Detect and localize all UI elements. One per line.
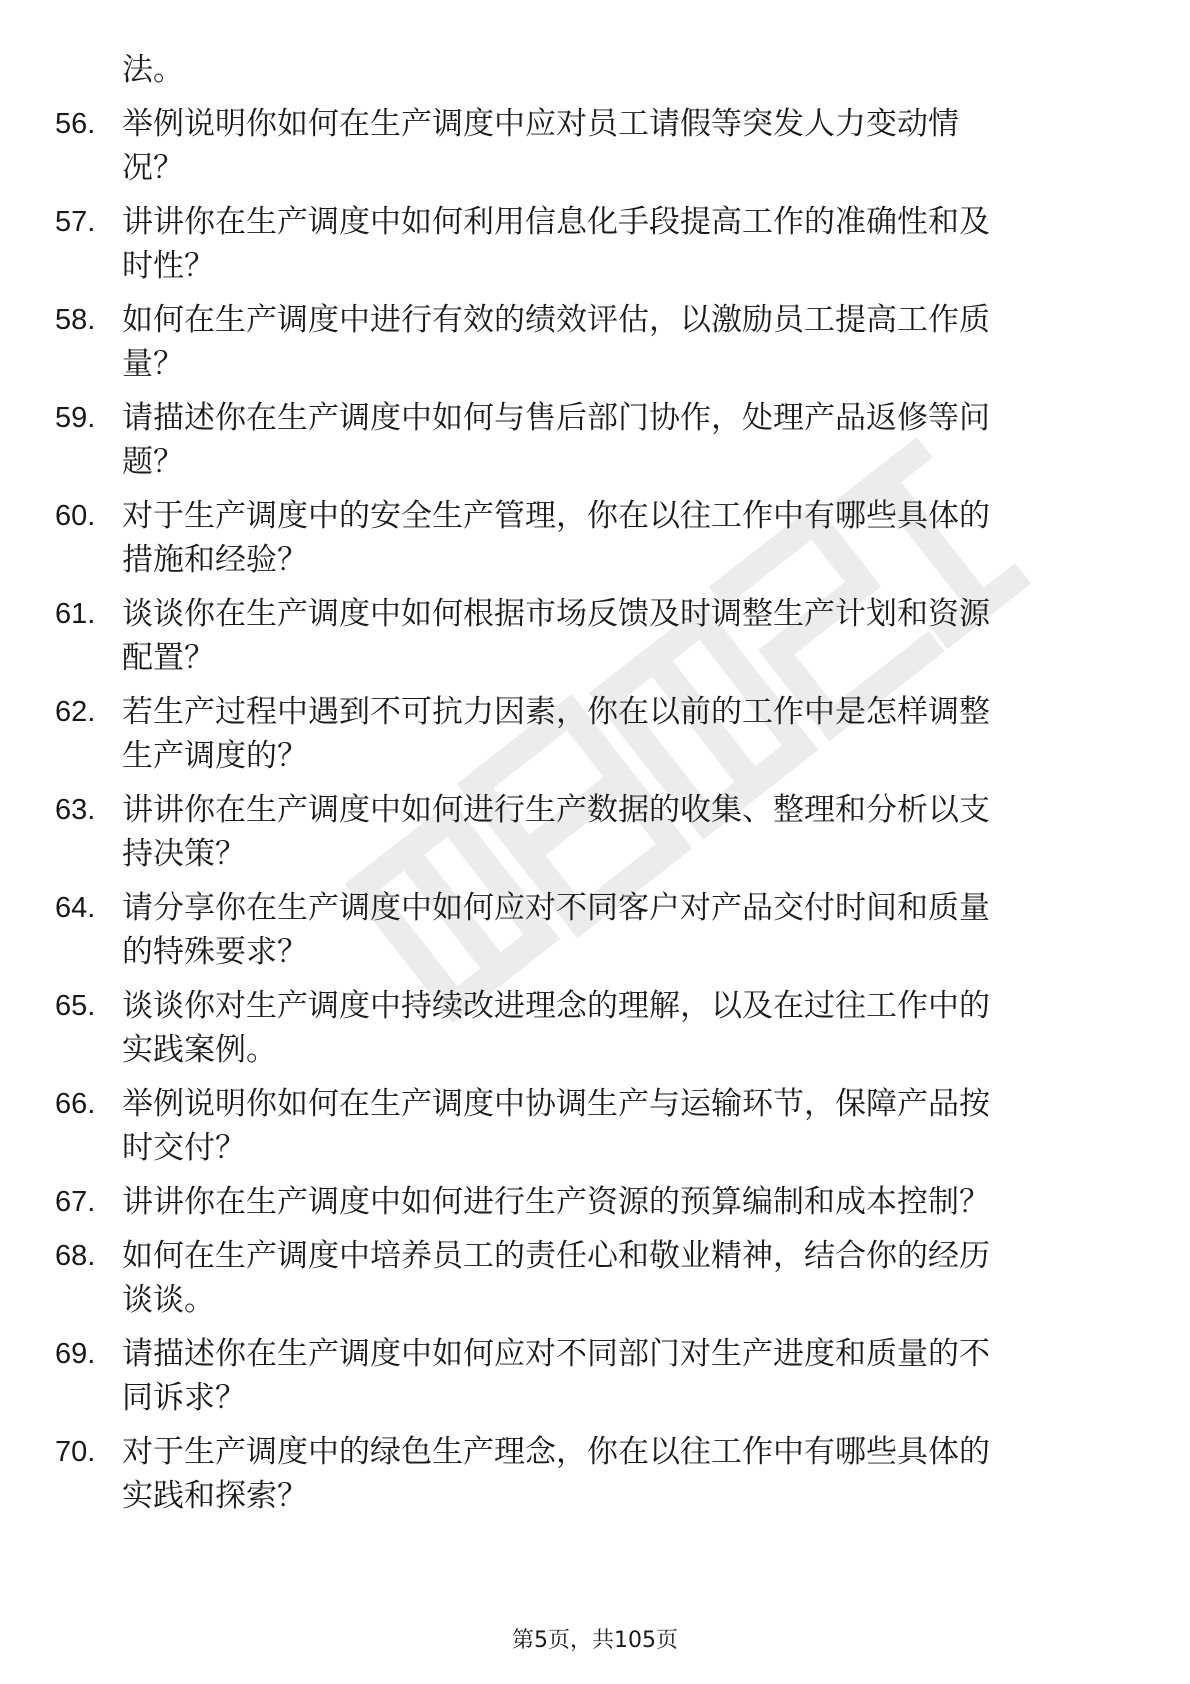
question-text-line: 同诉求？ xyxy=(122,1380,246,1416)
question-item xyxy=(55,690,1125,778)
question-item xyxy=(55,1430,1125,1518)
question-number: 57. xyxy=(55,206,96,238)
question-text-line: 况？ xyxy=(122,150,184,186)
question-item xyxy=(55,1332,1125,1420)
question-text-line: 谈谈你在生产调度中如何根据市场反馈及时调整生产计划和资源 xyxy=(122,596,990,632)
question-item xyxy=(55,788,1125,876)
continued-text: 法。 xyxy=(122,52,184,88)
question-item xyxy=(55,298,1125,386)
question-number: 59. xyxy=(55,402,96,434)
question-number: 58. xyxy=(55,304,96,336)
question-text-line: 如何在生产调度中培养员工的责任心和敬业精神，结合你的经历 xyxy=(122,1238,990,1274)
question-text-line: 讲讲你在生产调度中如何利用信息化手段提高工作的准确性和及 xyxy=(122,204,990,240)
question-item xyxy=(55,200,1125,288)
page-footer: 第5页，共105页 xyxy=(512,1628,678,1653)
question-number: 62. xyxy=(55,696,96,728)
question-item xyxy=(55,396,1125,484)
question-text-line: 题？ xyxy=(122,444,184,480)
question-item xyxy=(55,1082,1125,1170)
question-number: 64. xyxy=(55,892,96,924)
question-text-line: 实践和探索？ xyxy=(122,1478,308,1514)
question-item xyxy=(55,984,1125,1072)
question-list xyxy=(55,102,1125,1518)
question-text-line: 时交付？ xyxy=(122,1130,246,1166)
question-text-line: 若生产过程中遇到不可抗力因素，你在以前的工作中是怎样调整 xyxy=(122,694,990,730)
document-body xyxy=(55,48,1125,1518)
question-item xyxy=(55,1234,1125,1322)
question-number: 66. xyxy=(55,1088,96,1120)
question-number: 67. xyxy=(55,1186,96,1218)
question-text-line: 配置？ xyxy=(122,640,215,676)
question-number: 61. xyxy=(55,598,96,630)
question-item xyxy=(55,102,1125,190)
question-number: 70. xyxy=(55,1436,96,1468)
question-text-line: 举例说明你如何在生产调度中协调生产与运输环节，保障产品按 xyxy=(122,1086,990,1122)
question-item xyxy=(55,592,1125,680)
question-number: 63. xyxy=(55,794,96,826)
question-text-line: 举例说明你如何在生产调度中应对员工请假等突发人力变动情 xyxy=(122,106,959,142)
question-text-line: 请分享你在生产调度中如何应对不同客户对产品交付时间和质量 xyxy=(122,890,990,926)
question-number: 65. xyxy=(55,990,96,1022)
question-text-line: 谈谈。 xyxy=(122,1282,215,1318)
question-text-line: 请描述你在生产调度中如何应对不同部门对生产进度和质量的不 xyxy=(122,1336,990,1372)
question-text-line: 讲讲你在生产调度中如何进行生产数据的收集、整理和分析以支 xyxy=(122,792,990,828)
question-item xyxy=(55,494,1125,582)
question-text-line: 生产调度的？ xyxy=(122,738,308,774)
question-item xyxy=(55,886,1125,974)
question-text-line: 对于生产调度中的安全生产管理，你在以往工作中有哪些具体的 xyxy=(122,498,990,534)
question-text-line: 措施和经验？ xyxy=(122,542,308,578)
question-text-line: 实践案例。 xyxy=(122,1032,277,1068)
question-text-line: 对于生产调度中的绿色生产理念，你在以往工作中有哪些具体的 xyxy=(122,1434,990,1470)
question-text-line: 如何在生产调度中进行有效的绩效评估，以激励员工提高工作质 xyxy=(122,302,990,338)
question-number: 56. xyxy=(55,108,96,140)
question-text-line: 谈谈你对生产调度中持续改进理念的理解，以及在过往工作中的 xyxy=(122,988,990,1024)
question-text-line: 讲讲你在生产调度中如何进行生产资源的预算编制和成本控制？ xyxy=(122,1184,990,1220)
question-text-line: 持决策？ xyxy=(122,836,246,872)
question-number: 60. xyxy=(55,500,96,532)
question-text-line: 的特殊要求？ xyxy=(122,934,308,970)
question-text-line: 时性？ xyxy=(122,248,215,284)
question-text-line: 量？ xyxy=(122,346,184,382)
question-number: 68. xyxy=(55,1240,96,1272)
question-text-line: 请描述你在生产调度中如何与售后部门协作，处理产品返修等问 xyxy=(122,400,990,436)
question-item xyxy=(55,1180,1125,1224)
question-number: 69. xyxy=(55,1338,96,1370)
